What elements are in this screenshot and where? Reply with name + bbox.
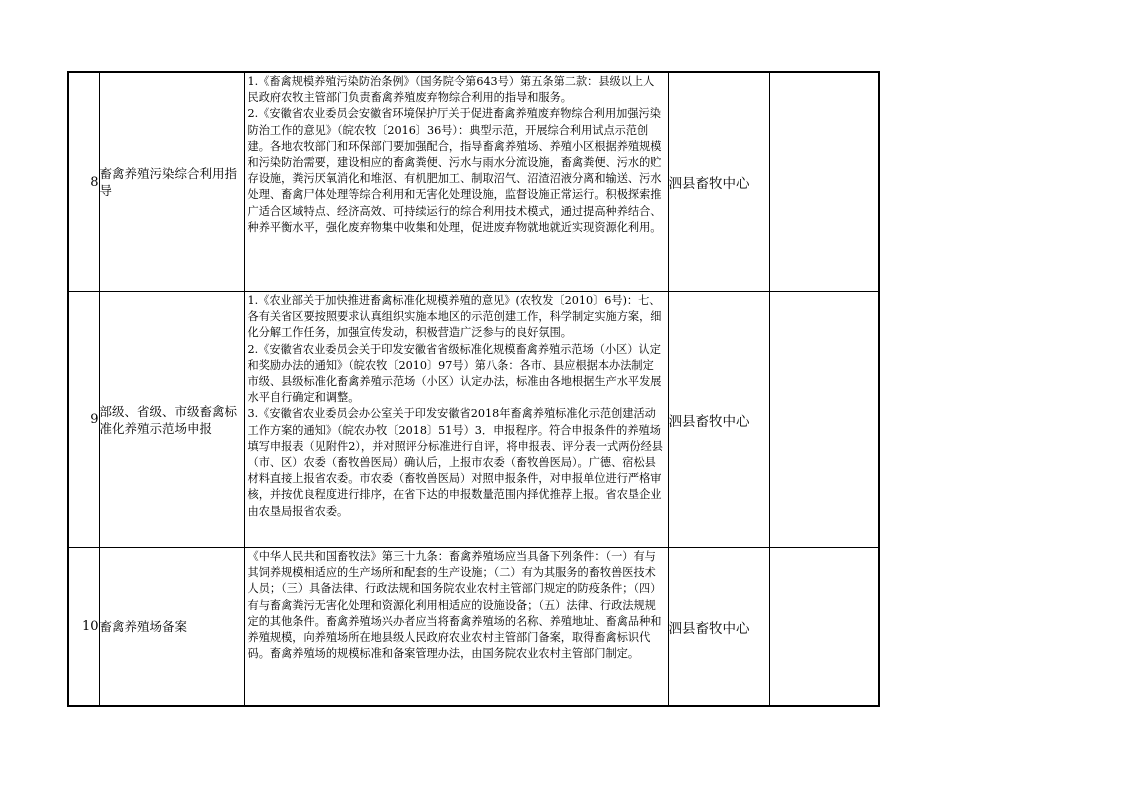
- department: 泗县畜牧中心: [668, 292, 769, 548]
- table-row: [68, 548, 879, 707]
- row-number: 9: [68, 292, 99, 548]
- item-name: 部级、省级、市级畜禽标准化养殖示范场申报: [99, 292, 244, 548]
- table-row: [68, 72, 879, 292]
- note-cell: [769, 292, 879, 548]
- basis-clause: 1.《农业部关于加快推进畜禽标准化规模养殖的意见》(农牧发〔2010〕6号)：七、各有关省区要按照要求认真组织实施本地区的示范创建工作，科学制定实施方案，细化分解工作任务，加强宣传发动，积极营造广泛参与的良好氛围。: [247, 294, 662, 340]
- item-name: 畜禽养殖污染综合利用指导: [99, 72, 244, 292]
- basis-clause: 2.《安徽省农业委员会关于印发安徽省省级标准化规模畜禽养殖示范场（小区）认定和奖励办法的通知》（皖农牧〔2010〕97号）第八条：各市、县应根据本办法制定市级、县级标准化畜禽养殖示范场（小区）认定办法，标准由各地根据生产水平发展水平自行确定和调整。: [247, 342, 662, 405]
- basis-clause: 2.《安徽省农业委员会安徽省环境保护厅关于促进畜禽养殖废弃物综合利用加强污染防治工作的意见》（皖农牧〔2016〕36号）：典型示范，开展综合利用试点示范创建。各地农牧部门和环保部门要加强配合，指导畜禽养殖场、养殖小区根据养殖规模和污染防治需要，建设相应的畜禽粪便、污水与雨水分流设施，畜禽粪便、污水的贮存设施，粪污厌氧消化和堆沤、有机肥加工、制取沼气、沼渣沼液分离和输送、污水处理、畜禽尸体处理等综合利用和无害化处理设施，监督设施正常运行。积极探索推广适合区域特点、经济高效、可持续运行的综合利用技术模式，通过提高种养结合、种养平衡水平，强化废弃物集中收集和处理，促进废弃物就地就近实现资源化利用。: [247, 107, 662, 234]
- legal-basis: [244, 548, 668, 707]
- department: 泗县畜牧中心: [668, 72, 769, 292]
- regulation-table: [67, 71, 880, 707]
- table-row: [68, 292, 879, 548]
- row-number: 10: [68, 548, 99, 707]
- note-cell: [769, 72, 879, 292]
- department: 泗县畜牧中心: [668, 548, 769, 707]
- basis-clause: 1.《畜禽规模养殖污染防治条例》（国务院令第643号）第五条第二款：县级以上人民政府农牧主管部门负责畜禽养殖废弃物综合利用的指导和服务。: [247, 75, 655, 105]
- legal-basis: [244, 72, 668, 292]
- basis-clause: 3.《安徽省农业委员会办公室关于印发安徽省2018年畜禽养殖标准化示范创建活动工作方案的通知》（皖农办牧〔2018〕51号）3．申报程序。符合申报条件的养殖场填写申报表（见附件2），并对照评分标准进行自评，将申报表、评分表一式两份经县（市、区）农委（畜牧兽医局）确认后，上报市农委（畜牧兽医局）。广德、宿松县材料直接上报省农委。市农委（畜牧兽医局）对照申报条件，对申报单位进行严格审核，并按优良程度进行排序，在省下达的申报数量范围内择优推荐上报。省农垦企业由农垦局报省农委。: [247, 407, 663, 518]
- row-number: 8: [68, 72, 99, 292]
- legal-basis: [244, 292, 668, 548]
- basis-clause: 《中华人民共和国畜牧法》第三十九条：畜禽养殖场应当具备下列条件：（一）有与其饲养规模相适应的生产场所和配套的生产设施；（二）有为其服务的畜牧兽医技术人员；（三）具备法律、行政法规和国务院农业农村主管部门规定的防疫条件；（四）有与畜禽粪污无害化处理和资源化利用相适应的设施设备；（五）法律、行政法规规定的其他条件。畜禽养殖场兴办者应当将畜禽养殖场的名称、养殖地址、畜禽品种和养殖规模，向养殖场所在地县级人民政府农业农村主管部门备案，取得畜禽标识代码。畜禽养殖场的规模标准和备案管理办法，由国务院农业农村主管部门制定。: [247, 550, 662, 661]
- item-name: 畜禽养殖场备案: [99, 548, 244, 707]
- note-cell: [769, 548, 879, 707]
